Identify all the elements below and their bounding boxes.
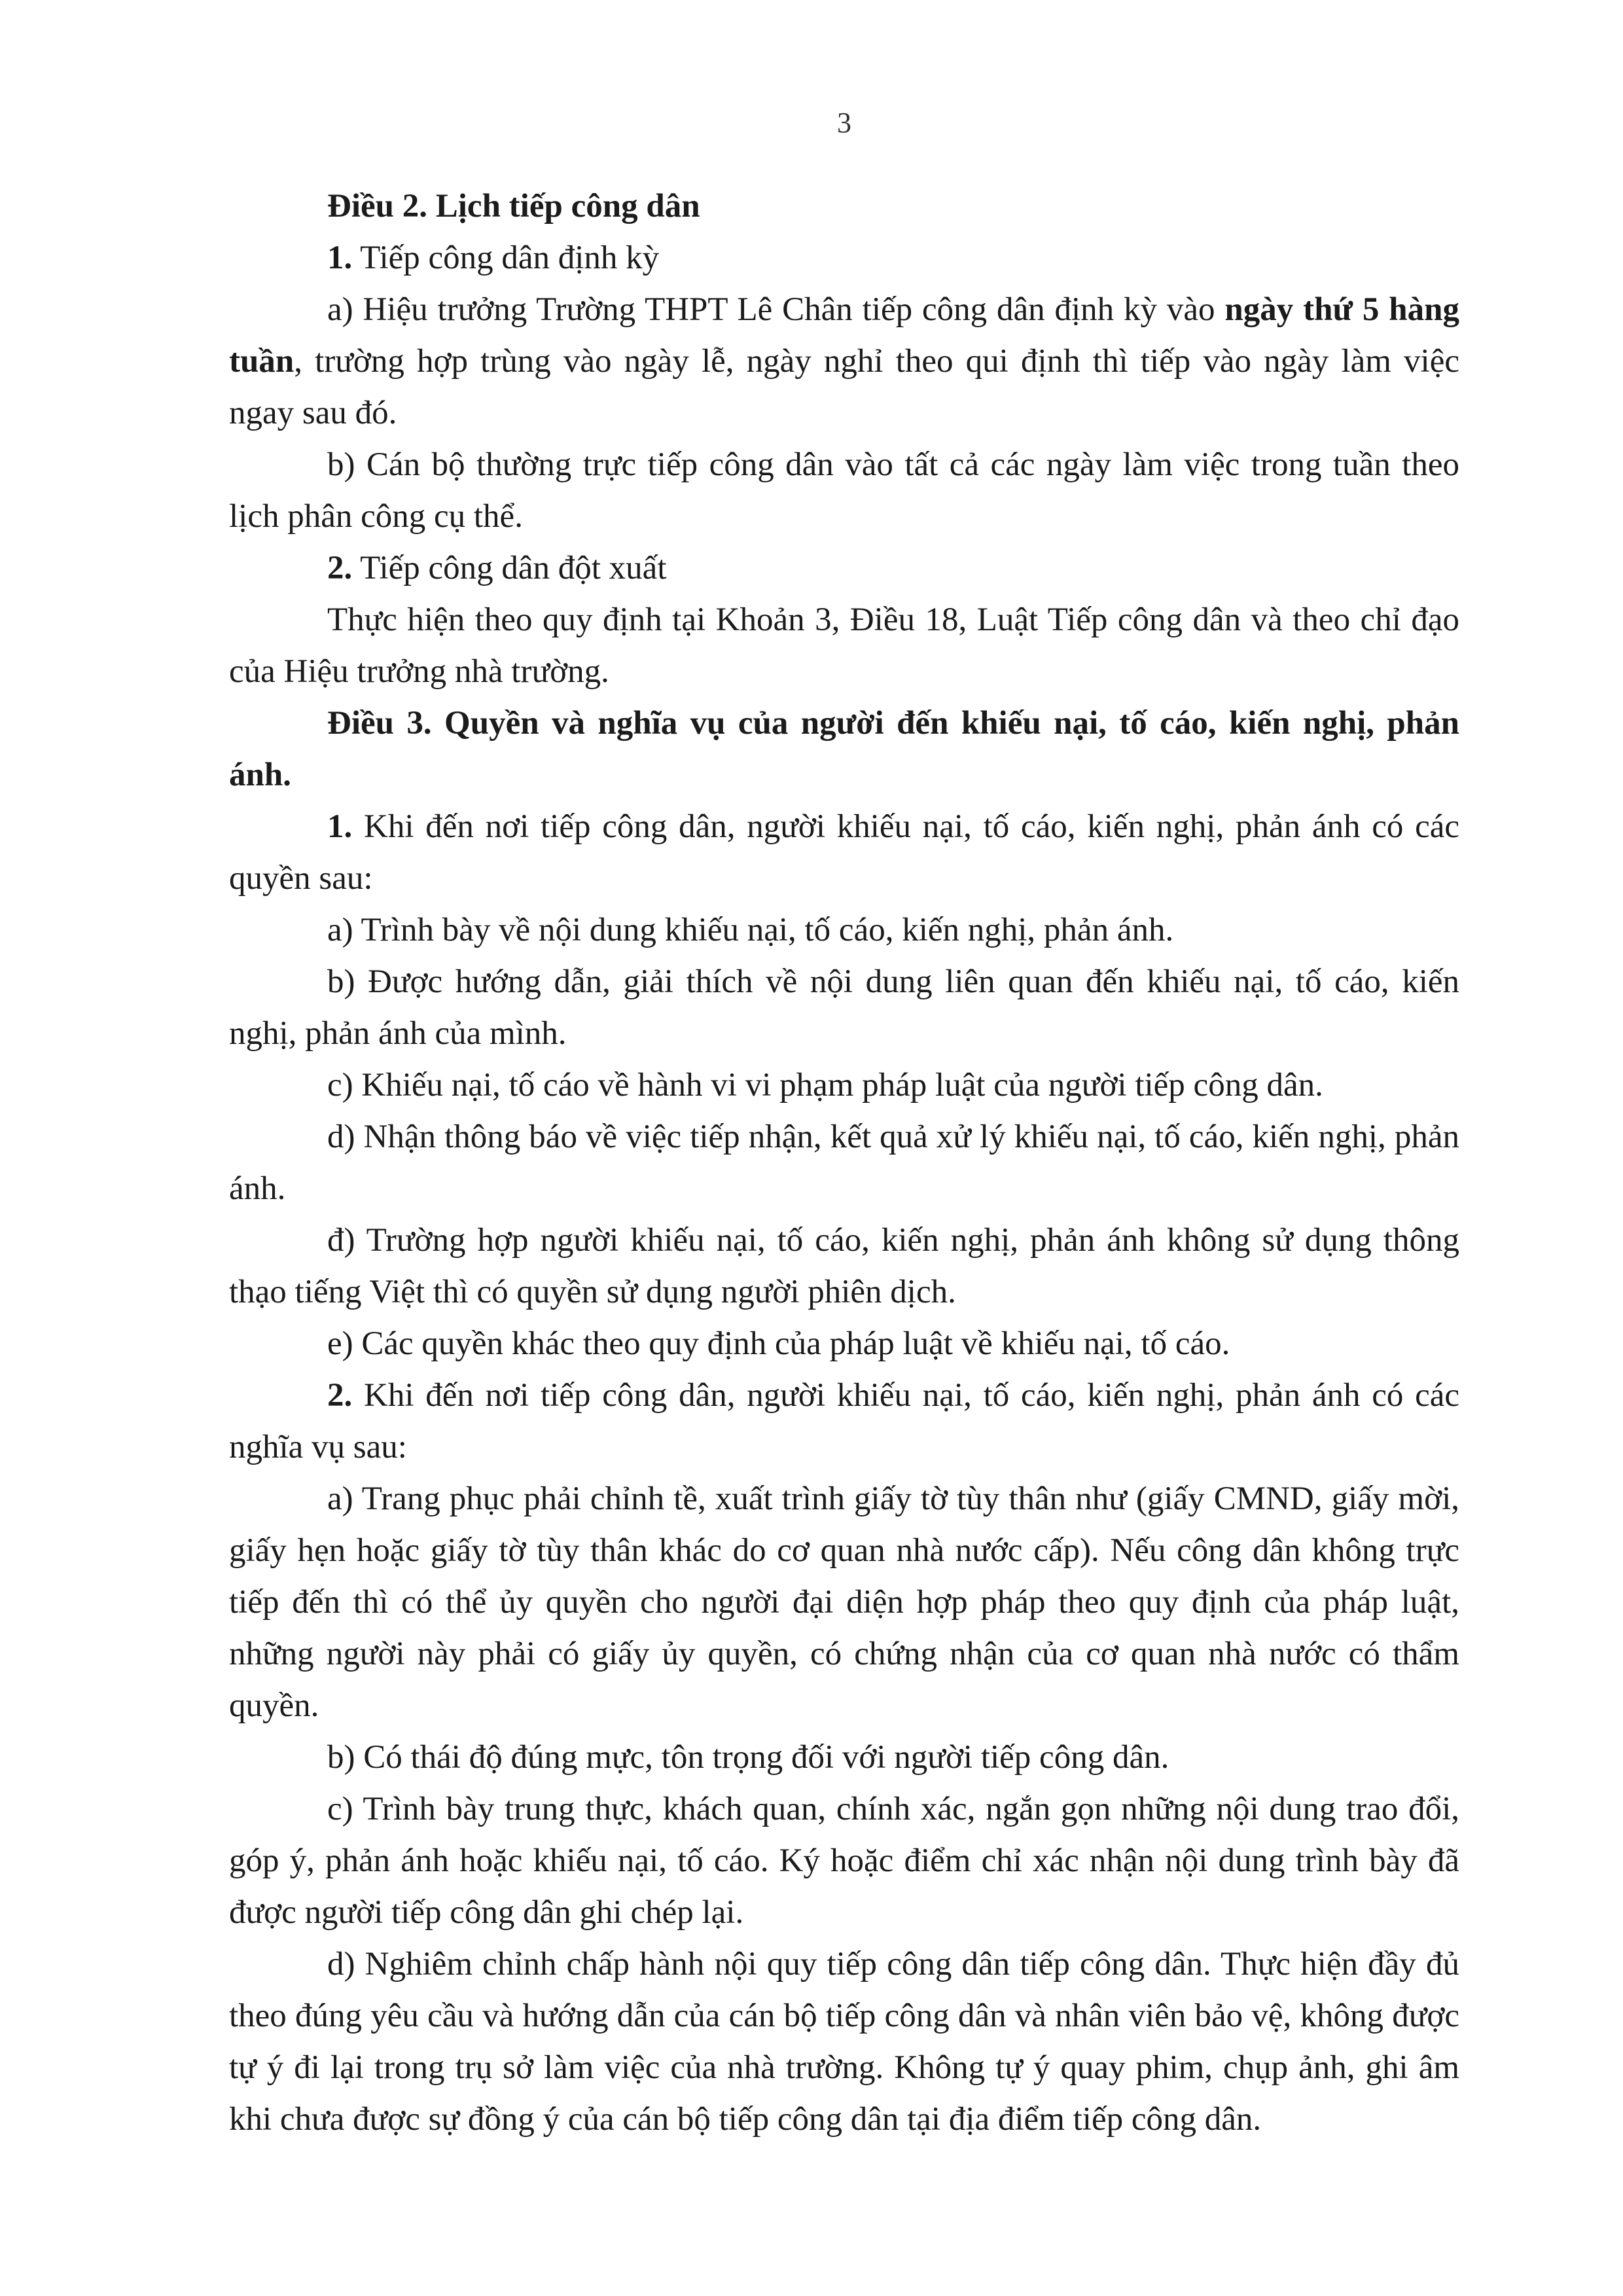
item-a-suffix: , trường hợp trùng vào ngày lễ, ngày nghỉ theo qui định thì tiếp vào ngày làm việc ngay sau đó. [229,343,1459,431]
clause-number: 1. [327,240,353,276]
duties-item-c: c) Trình bày trung thực, khách quan, chính xác, ngắn gọn những nội dung trao đổi, góp ý, phản ánh hoặc khiếu nại, tố cáo. Ký hoặc điểm chỉ xác nhận nội dung trình bày đã được người tiếp công dân ghi chép lại. [229,1791,1459,1931]
rights-item-b: b) Được hướng dẫn, giải thích về nội dung liên quan đến khiếu nại, tố cáo, kiến nghị, phản ánh của mình. [229,963,1459,1052]
article-3-clause-2 [229,1370,1459,1473]
duties-item-a: a) Trang phục phải chỉnh tề, xuất trình giấy tờ tùy thân như (giấy CMND, giấy mời, giấy hẹn hoặc giấy tờ tùy thân khác do cơ quan nhà nước cấp). Nếu công dân không trực tiếp đến thì có thể ủy quyền cho người đại diện hợp pháp theo quy định của pháp luật, những người này phải có giấy ủy quyền, có chứng nhận của cơ quan nhà nước có thẩm quyền. [229,1480,1459,1724]
duties-item-d: d) Nghiêm chỉnh chấp hành nội quy tiếp công dân tiếp công dân. Thực hiện đầy đủ theo đúng yêu cầu và hướng dẫn của cán bộ tiếp công dân và nhân viên bảo vệ, không được tự ý đi lại trong trụ sở làm việc của nhà trường. Không tự ý quay phim, chụp ảnh, ghi âm khi chưa được sự đồng ý của cán bộ tiếp công dân tại địa điểm tiếp công dân. [229,1946,1459,2138]
article-3-heading: Điều 3. Quyền và nghĩa vụ của người đến khiếu nại, tố cáo, kiến nghị, phản ánh. [229,705,1459,793]
article-2-clause-2-body: Thực hiện theo quy định tại Khoản 3, Điều 18, Luật Tiếp công dân và theo chỉ đạo của Hiệu trưởng nhà trường. [229,601,1459,690]
page-number: 3 [837,107,851,139]
article-2-item-a [229,284,1459,439]
clause-text: Khi đến nơi tiếp công dân, người khiếu nại, tố cáo, kiến nghị, phản ánh có các nghĩa vụ sau: [229,1377,1459,1465]
article-3-clause-1 [229,801,1459,905]
article-2-heading: Điều 2. Lịch tiếp công dân [327,188,700,224]
item-a-schedule: ngày thứ 5 hàng tuần [229,291,1459,380]
item-a-prefix: a) Hiệu trưởng Trường THPT Lê Chân tiếp công dân định kỳ vào [327,291,1225,328]
clause-number: 2. [327,550,353,586]
article-2-item-b: b) Cán bộ thường trực tiếp công dân vào tất cả các ngày làm việc trong tuần theo lịch phân công cụ thể. [229,446,1459,535]
rights-item-dd: đ) Trường hợp người khiếu nại, tố cáo, kiến nghị, phản ánh không sử dụng thông thạo tiếng Việt thì có quyền sử dụng người phiên dịch. [229,1222,1459,1310]
clause-text: Khi đến nơi tiếp công dân, người khiếu nại, tố cáo, kiến nghị, phản ánh có các quyền sau: [229,808,1459,897]
clause-title: Tiếp công dân đột xuất [352,550,667,586]
article-2-clause-1 [229,232,1459,284]
clause-number: 1. [327,808,353,845]
duties-item-b: b) Có thái độ đúng mực, tôn trọng đối với người tiếp công dân. [327,1739,1169,1776]
rights-item-e: e) Các quyền khác theo quy định của pháp luật về khiếu nại, tố cáo. [327,1325,1230,1362]
document-body [229,181,1459,2145]
rights-item-a: a) Trình bày về nội dung khiếu nại, tố cáo, kiến nghị, phản ánh. [327,912,1174,948]
rights-item-c: c) Khiếu nại, tố cáo về hành vi vi phạm pháp luật của người tiếp công dân. [327,1067,1323,1103]
clause-title: Tiếp công dân định kỳ [352,240,660,276]
clause-number: 2. [327,1377,353,1414]
article-2-clause-2 [229,543,1459,594]
rights-item-d: d) Nhận thông báo về việc tiếp nhận, kết quả xử lý khiếu nại, tố cáo, kiến nghị, phản ánh. [229,1119,1459,1207]
